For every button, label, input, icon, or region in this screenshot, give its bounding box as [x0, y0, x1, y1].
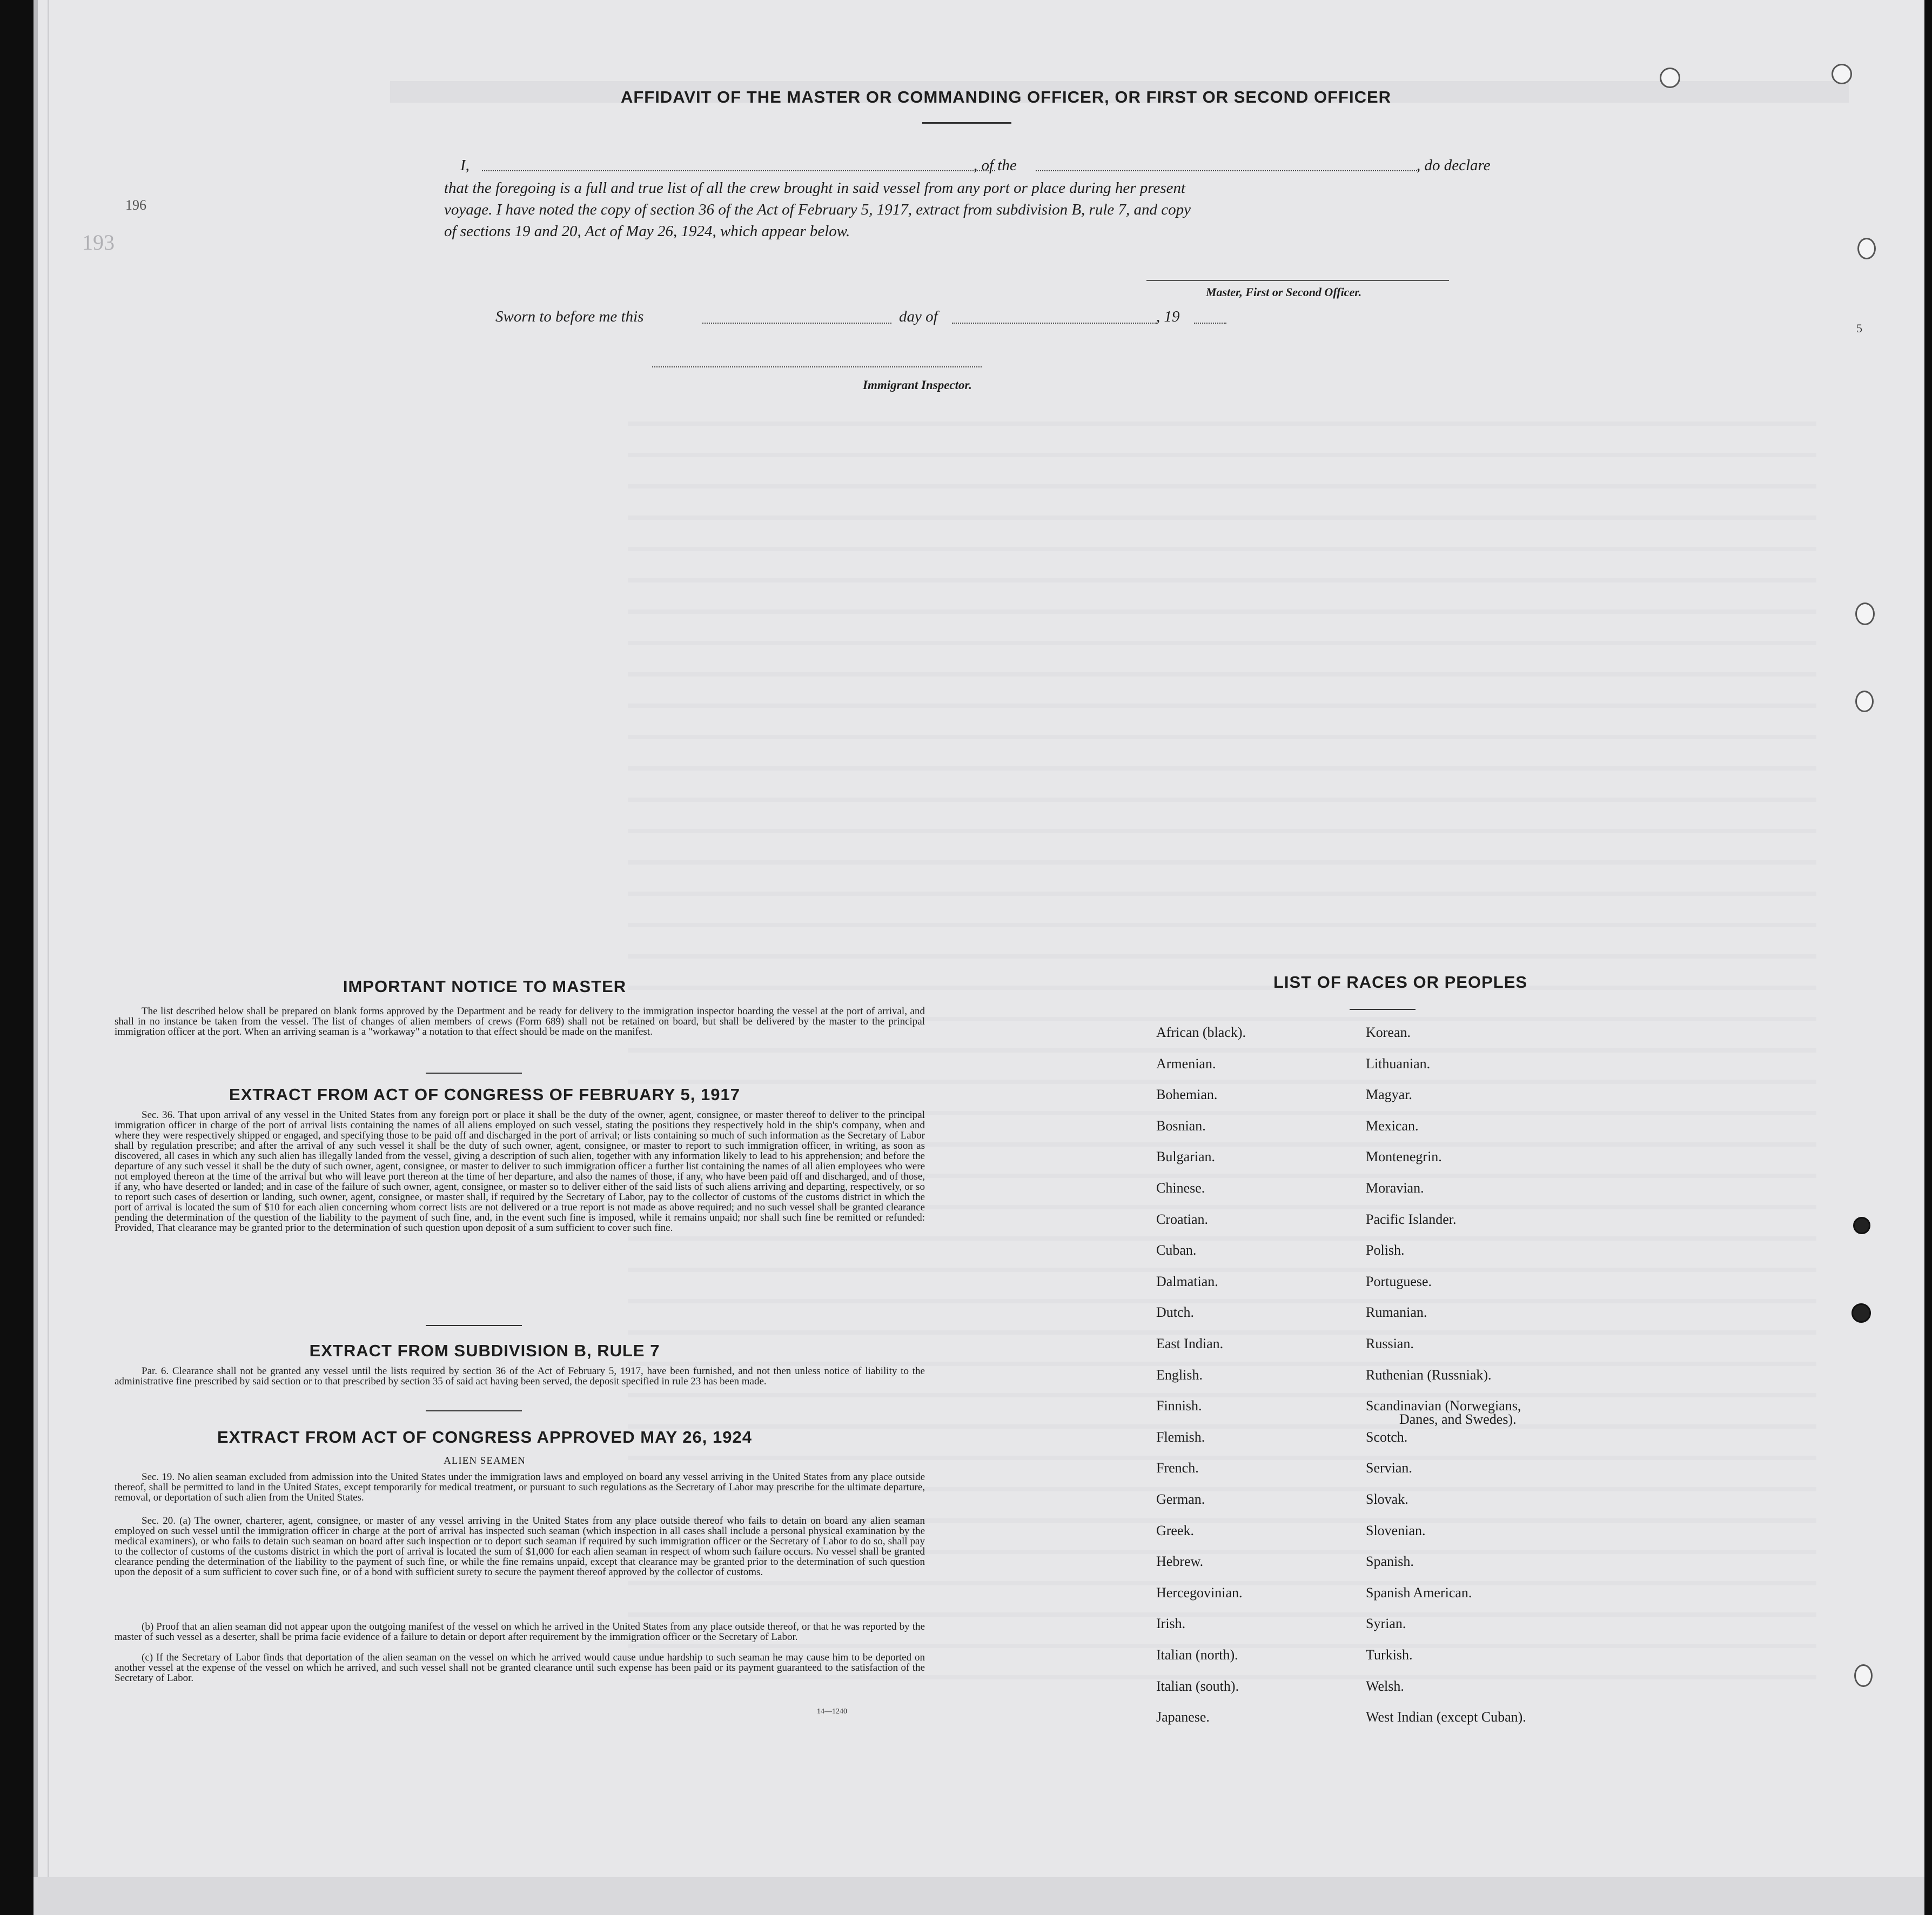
- affidavit-line-2: that the foregoing is a full and true list of all the crew brought in said vessel from any port or place during her present: [444, 179, 1186, 197]
- race-item: Slovak.: [1366, 1491, 1408, 1507]
- race-item: Italian (south).: [1156, 1678, 1239, 1694]
- section-rule: [426, 1410, 522, 1411]
- race-item: Mexican.: [1366, 1117, 1419, 1134]
- affidavit-line-1: [460, 157, 469, 175]
- sworn-day-blank[interactable]: [702, 323, 891, 324]
- race-item: Magyar.: [1366, 1087, 1412, 1103]
- sec20a-text: Sec. 20. (a) The owner, charterer, agent, consignee, or master of any vessel arriving in the United States from any place outside thereof who fails to detain on board any alien seaman employed on such vessel until the immigration officer in charge at the port of arrival has inspected such seaman (which inspection in all cases shall include a personal physical examination by the medical examiners), or who fails to detain such seaman on board after such inspection or to deport such seaman if required by such immigration officer or the Secretary of Labor to do so, shall pay to the collector of customs of the customs district in which the port of arrival is located the sum of $1,000 for each alien seaman in respect of whom such failure occurs. No vessel shall be granted clearance pending the determination of the liability to the payment of such fine, or while the fine remains unpaid, except that clearance may be granted prior to the determination of such question upon the deposit of a sum sufficient to cover such fine, or of a bond with sufficient surety to secure the payment thereof approved by the collector of customs.: [115, 1515, 925, 1578]
- extract-1917-text: Sec. 36. That upon arrival of any vessel in the United States from any foreign port or place it shall be the duty of the owner, agent, consignee, or master thereof to deliver to the principal immigration officer in charge of the port of arrival lists containing the names of all aliens employed on such vessel, stating the positions they respectively hold in the ship's company, when and where they were respectively shipped or engaged, and specifying those to be paid off and discharged in the port of arrival; or lists containing so much of such information as the Secretary of Labor shall by regulation prescribe; and after the arrival of any such vessel it shall be the duty of such owner, agent, consignee, or master to report to such immigration officer, in writing, as soon as discovered, all cases in which any such alien has illegally landed from the vessel, giving a description of such alien, together with any information likely to lead to his apprehension; and before the departure of any such vessel it shall be the duty of such owner, agent, consignee, or master to deliver to such immigration officer a further list containing the names of all alien employees who were not employed thereon at the time of the arrival but who will leave port thereon at the time of her departure, and also the names of those, if any, who have been paid off and discharged, and of those, if any, who have deserted or landed; and in case of the failure of such owner, agent, consignee, or master so to deliver either of the said lists of such aliens arriving and departing, respectively, or so to report such cases of desertion or landing, such owner, agent, consignee, or master shall, if required by the Secretary of Labor, pay to the collector of customs of the customs district in which the port of arrival is located the sum of $10 for each alien concerning whom correct lists are not delivered or a true report is not made as above required; and no such vessel shall be granted clearance pending the determination of the question of the liability to the payment of such fine, and, in the event such fine is imposed, while it remains unpaid; nor shall such fine be remitted or refunded: Provided, That clearance may be granted prior to the determination of such question upon deposit of a sum sufficient to cover such fine.: [115, 1109, 925, 1234]
- affidavit-of-the: , of the: [974, 157, 1017, 174]
- sworn-year-blank[interactable]: [1194, 323, 1226, 324]
- rule7-text: Par. 6. Clearance shall not be granted any vessel until the lists required by section 36 of the Act of February 5, 1917, have been furnished, and not then unless notice of liability to the administrative fine prescribed by said section or to that prescribed by section 35 of said act having been served, the deposit specified in rule 23 has been made.: [115, 1365, 925, 1387]
- corner-mark: 5: [1856, 322, 1862, 335]
- affidavit-i: I,: [460, 157, 469, 174]
- race-item: African (black).: [1156, 1025, 1246, 1040]
- extract-1924-title: EXTRACT FROM ACT OF CONGRESS APPROVED MAY 26, 1924: [217, 1428, 752, 1447]
- document-page: [33, 0, 1924, 1915]
- race-item: Hebrew.: [1156, 1554, 1204, 1570]
- sworn-year: , 19: [1156, 308, 1180, 325]
- race-item: Rumanian.: [1366, 1304, 1427, 1321]
- race-item: Hercegovinian.: [1156, 1584, 1243, 1601]
- race-item: Cuban.: [1156, 1242, 1197, 1258]
- race-item: Spanish.: [1366, 1554, 1414, 1570]
- section-rule: [1350, 1009, 1416, 1010]
- punch-hole: [1660, 68, 1680, 88]
- vessel-blank[interactable]: [1036, 170, 1419, 171]
- race-item: Dutch.: [1156, 1304, 1195, 1321]
- sworn-day-of: day of: [899, 308, 938, 325]
- race-item: Irish.: [1156, 1616, 1186, 1632]
- race-item: Polish.: [1366, 1242, 1405, 1258]
- punch-hole: [1854, 1664, 1873, 1687]
- punch-hole: [1853, 1217, 1870, 1234]
- races-title: LIST OF RACES OR PEOPLES: [1273, 973, 1528, 992]
- race-item: Portuguese.: [1366, 1273, 1432, 1289]
- race-item: Turkish.: [1366, 1647, 1413, 1663]
- rule7-title: EXTRACT FROM SUBDIVISION B, RULE 7: [309, 1341, 660, 1360]
- race-item: Lithuanian.: [1366, 1055, 1431, 1072]
- form-number: 14—1240: [817, 1708, 847, 1716]
- page-edge-shadow: [33, 0, 38, 1915]
- punch-hole: [1832, 64, 1852, 84]
- margin-stamp: 193: [82, 230, 115, 255]
- race-item-continuation: Danes, and Swedes).: [1399, 1411, 1517, 1428]
- race-item: Moravian.: [1366, 1180, 1424, 1196]
- race-item: Korean.: [1366, 1025, 1411, 1040]
- race-item: Bosnian.: [1156, 1117, 1206, 1134]
- inspector-signature-line[interactable]: [652, 366, 982, 367]
- race-item: Japanese.: [1156, 1709, 1210, 1725]
- race-item: German.: [1156, 1491, 1205, 1507]
- affidavit-line-4: of sections 19 and 20, Act of May 26, 1924, which appear below.: [444, 223, 850, 240]
- race-item: Italian (north).: [1156, 1647, 1238, 1663]
- sec19-text: Sec. 19. No alien seaman excluded from admission into the United States under the immigration laws and employed on board any vessel arriving in the United States from any place outside thereof, shall be permitted to land in the United States, except temporarily for medical treatment, or pursuant to such regulations as the Secretary of Labor may prescribe for the ultimate departure, removal, or deportation of such alien from the United States.: [115, 1471, 925, 1503]
- race-item: English.: [1156, 1367, 1203, 1383]
- race-item: French.: [1156, 1460, 1199, 1476]
- race-item: Bohemian.: [1156, 1087, 1218, 1103]
- race-item: Syrian.: [1366, 1616, 1406, 1632]
- sec20c-text: (c) If the Secretary of Labor finds that deportation of the alien seaman on the vessel on which he arrived would cause undue hardship to such seaman he may cause him to be deported on another vessel at the expense of the vessel on which he arrived, and such vessel shall not be granted clearance until such expense has been paid or its payment guaranteed to the satisfaction of the Secretary of Labor.: [115, 1652, 925, 1684]
- race-item: Spanish American.: [1366, 1584, 1472, 1601]
- affidavit-line-3: voyage. I have noted the copy of section 36 of the Act of February 5, 1917, extract from subdivision B, rule 7, and copy: [444, 201, 1191, 218]
- race-item: Greek.: [1156, 1522, 1195, 1538]
- sworn-month-blank[interactable]: [952, 323, 1157, 324]
- inspector-label: Immigrant Inspector.: [863, 378, 972, 392]
- sworn-prefix: Sworn to before me this: [495, 308, 644, 325]
- page-bottom-shadow: [33, 1877, 1924, 1915]
- sec20b-text: (b) Proof that an alien seaman did not appear upon the outgoing manifest of the vessel on which he arrived in the United States from any place outside thereof, or that he was reported by the master of such vessel as a deserter, shall be prima facie evidence of a failure to detain or deport after requirement by the immigration officer or the Secretary of Labor.: [115, 1621, 925, 1643]
- race-item: Finnish.: [1156, 1398, 1202, 1414]
- race-item: Dalmatian.: [1156, 1273, 1218, 1289]
- extract-1917-title: EXTRACT FROM ACT OF CONGRESS OF FEBRUARY 5, 1917: [229, 1085, 740, 1104]
- page-edge-line: [48, 0, 49, 1915]
- margin-tally: 196: [125, 197, 146, 213]
- race-item: Flemish.: [1156, 1429, 1205, 1445]
- punch-hole: [1852, 1303, 1871, 1323]
- signature-line[interactable]: [1146, 280, 1449, 281]
- race-item: Welsh.: [1366, 1678, 1404, 1694]
- race-item: Slovenian.: [1366, 1522, 1426, 1538]
- notice-title: IMPORTANT NOTICE TO MASTER: [343, 977, 627, 996]
- affidavit-declare: , do declare: [1417, 157, 1491, 174]
- race-item: Ruthenian (Russniak).: [1366, 1367, 1492, 1383]
- race-item: West Indian (except Cuban).: [1366, 1709, 1526, 1725]
- race-item: Montenegrin.: [1366, 1149, 1442, 1165]
- race-item: Pacific Islander.: [1366, 1211, 1457, 1227]
- race-item: Armenian.: [1156, 1055, 1216, 1072]
- section-rule: [426, 1073, 522, 1074]
- race-item: Russian.: [1366, 1336, 1414, 1351]
- signature-label: Master, First or Second Officer.: [1206, 285, 1362, 299]
- title-rule: [922, 122, 1011, 124]
- punch-hole: [1855, 602, 1875, 625]
- affidavit-body: [444, 177, 1519, 242]
- notice-text: The list described below shall be prepared on blank forms approved by the Department and be ready for delivery to the immigration inspector boarding the vessel at the port of arrival, and shall in no instance be taken from the vessel. The list of changes of alien members of crews (Form 689) shall not be retained on board, but shall be delivered by the master to the principal immigration officer at the port. When an arriving seaman is a "workaway" a notation to that effect should be made on the manifest.: [115, 1006, 925, 1037]
- race-item: Servian.: [1366, 1460, 1412, 1476]
- name-blank[interactable]: [482, 170, 995, 171]
- race-item: East Indian.: [1156, 1336, 1224, 1351]
- punch-hole: [1857, 238, 1876, 259]
- race-item: Bulgarian.: [1156, 1149, 1216, 1165]
- punch-hole: [1855, 691, 1874, 712]
- race-item: Chinese.: [1156, 1180, 1205, 1196]
- race-item: Croatian.: [1156, 1211, 1209, 1227]
- section-rule: [426, 1325, 522, 1326]
- race-item: Scotch.: [1366, 1429, 1408, 1445]
- affidavit-title: AFFIDAVIT OF THE MASTER OR COMMANDING OFFICER, OR FIRST OR SECOND OFFICER: [620, 88, 1392, 106]
- race-item: Scandinavian (Norwegians,: [1366, 1398, 1521, 1414]
- alien-seamen-subtitle: ALIEN SEAMEN: [444, 1455, 526, 1467]
